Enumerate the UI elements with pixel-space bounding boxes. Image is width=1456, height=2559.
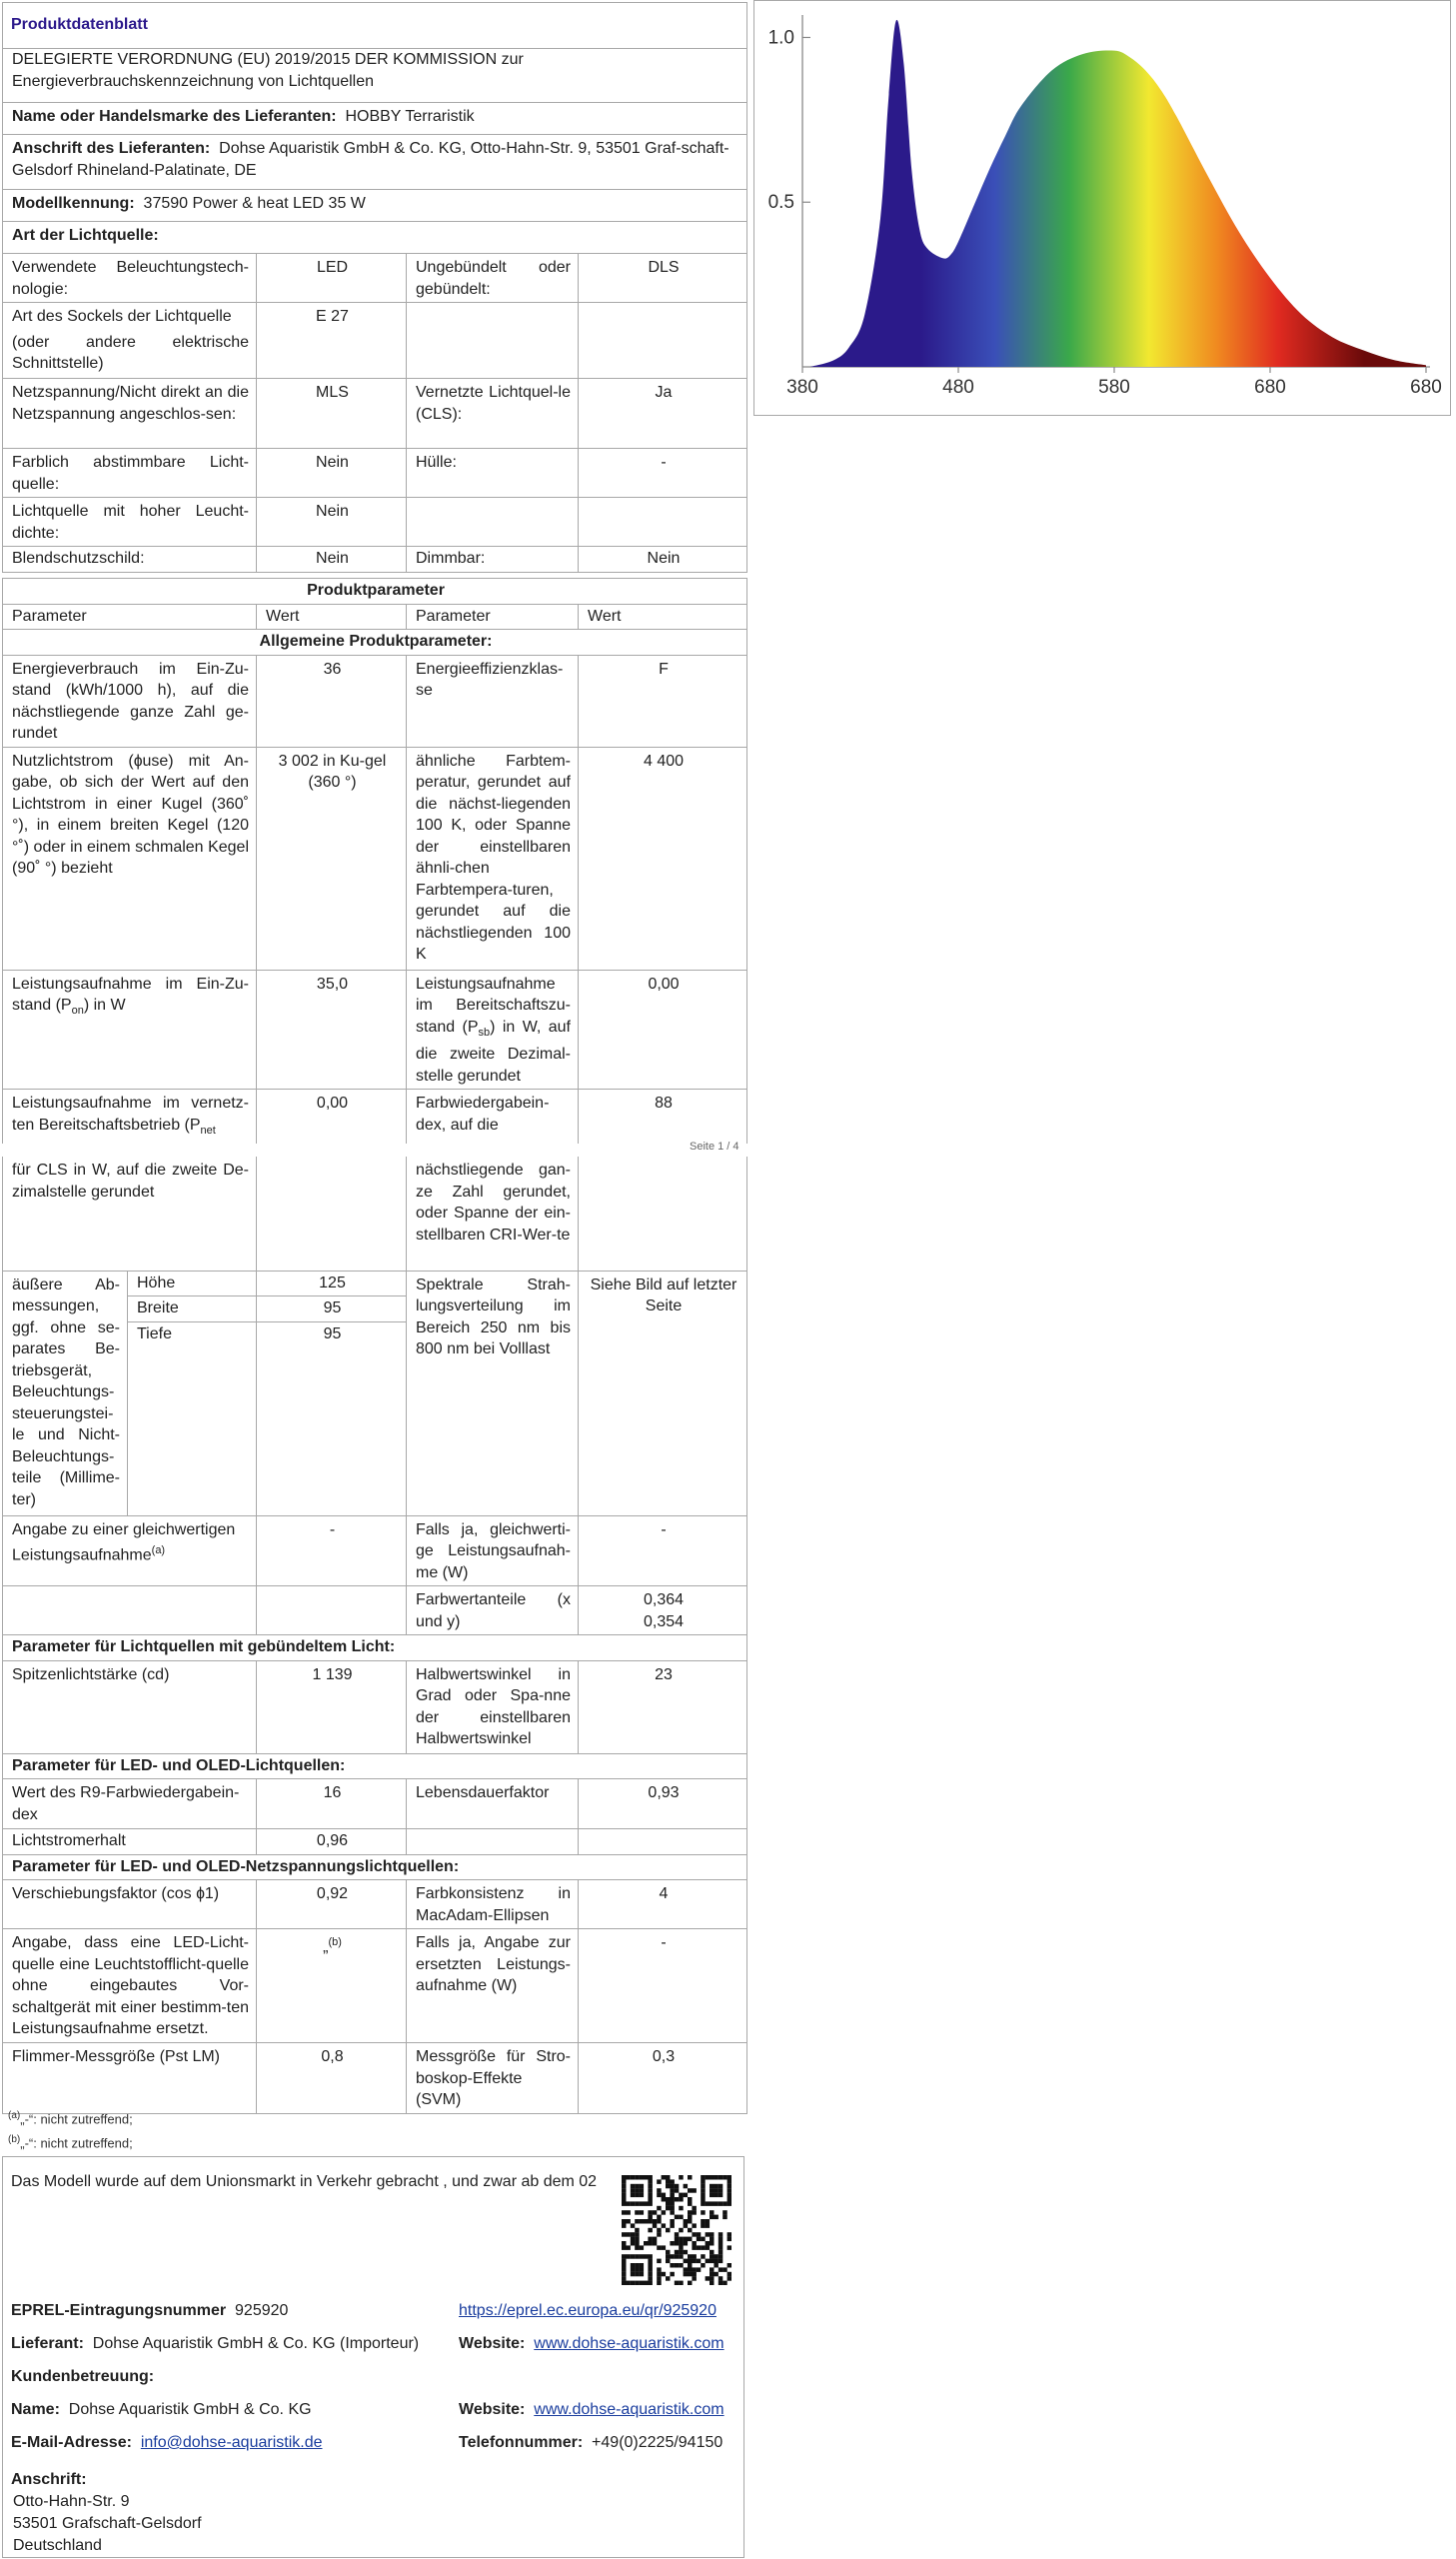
height-label: Höhe <box>128 1271 257 1296</box>
cct-label: ähnliche Farbtem-peratur, gerundet auf die nächst-liegenden 100 K, oder Spanne der einstellbaren ähnli-chen Farbtempera-turen, gerundet auf die nächstliegenden 100 K <box>407 747 579 970</box>
dimmable-value: Nein <box>579 547 747 573</box>
strobo-value: 0,3 <box>579 2043 747 2114</box>
supplier-row: Lieferant: Dohse Aquaristik GmbH & Co. KG (Importeur) <box>11 2335 420 2352</box>
envelope-label: Hülle: <box>407 449 579 498</box>
col-param-header: Parameter <box>407 604 579 630</box>
maint-label: Lichtstromerhalt <box>3 1829 257 1855</box>
equiv2-label: Falls ja, gleichwerti-ge Leistungsaufnah-me (W) <box>407 1515 579 1586</box>
params-table-2 <box>2 1157 747 2114</box>
tech-value: LED <box>257 254 407 303</box>
r9-value: 16 <box>257 1779 407 1829</box>
life-value: 0,93 <box>579 1779 747 1829</box>
tunable-value: Nein <box>257 449 407 498</box>
pnet-value: 0,00 <box>257 1090 407 1145</box>
address-line-1: Otto-Hahn-Str. 9 <box>13 2493 130 2510</box>
mls-section: Parameter für LED- und OLED-Netzspannungslichtquellen: <box>3 1854 747 1880</box>
mains-label: Netzspannung/Nicht direkt an die Netzspannung angeschlos-sen: <box>3 379 257 449</box>
params-section: Produktparameter <box>3 579 747 605</box>
header-table <box>2 2 747 573</box>
width-value: 95 <box>257 1296 407 1322</box>
x-tick-label: 680 <box>1410 377 1442 398</box>
glare-value: Nein <box>257 547 407 573</box>
strobo-label: Messgröße für Stro-boskop-Effekte (SVM) <box>407 2043 579 2114</box>
phone-row: Telefonnummer: +49(0)2225/94150 <box>459 2434 724 2451</box>
flicker-value: 0,8 <box>257 2043 407 2114</box>
market-text: Das Modell wurde auf dem Unionsmarkt in Verkehr gebracht , und zwar ab dem 02 <box>11 2173 598 2190</box>
qr-code-icon[interactable] <box>622 2175 731 2285</box>
dls-section: Parameter für Lichtquellen mit gebündeltem Licht: <box>3 1635 747 1661</box>
y-tick-label: 1.0 <box>767 27 794 49</box>
height-value: 125 <box>257 1271 407 1296</box>
empty-cell <box>257 1157 407 1271</box>
y-tick-label: 0.5 <box>767 192 794 214</box>
empty-cell <box>579 303 747 379</box>
socket-value: E 27 <box>257 303 407 379</box>
empty-cell <box>257 1586 407 1635</box>
supplier-name-row: Name oder Handelsmarke des Lieferanten: HOBBY Terraristik <box>3 103 747 135</box>
flux-value: 3 002 in Ku-gel (360 °) <box>257 747 407 970</box>
energy-label: Energieverbrauch im Ein-Zu-stand (kWh/1000 h), auf die nächstliegende ganze Zahl ge-rundet <box>3 655 257 747</box>
footer-box <box>2 2156 744 2558</box>
macadam-label: Farbkonsistenz in MacAdam-Ellipsen <box>407 1880 579 1929</box>
empty-cell <box>579 1829 747 1855</box>
regulation-text: DELEGIERTE VERORDNUNG (EU) 2019/2015 DER KOMMISSION zur Energieverbrauchskennzeichnung von Lichtquellen <box>3 49 747 103</box>
energy-value: 36 <box>257 655 407 747</box>
pon-value: 35,0 <box>257 970 407 1090</box>
model-row: Modellkennung: 37590 Power & heat LED 35 W <box>3 190 747 222</box>
spectrum-svg <box>754 1 1452 417</box>
maint-value: 0,96 <box>257 1829 407 1855</box>
highlum-label: Lichtquelle mit hoher Leucht-dichte: <box>3 498 257 547</box>
envelope-value: - <box>579 449 747 498</box>
website-row: Website: www.dohse-aquaristik.com <box>459 2335 725 2352</box>
email-row: E-Mail-Adresse: info@dohse-aquaristik.de <box>11 2434 323 2451</box>
depth-label: Tiefe <box>128 1321 257 1515</box>
peak-label: Spitzenlichtstärke (cd) <box>3 1660 257 1753</box>
r9-label: Wert des R9-Farbwiedergabein-dex <box>3 1779 257 1829</box>
cosphi-value: 0,92 <box>257 1880 407 1929</box>
replace-label: Angabe, dass eine LED-Licht-quelle eine Leuchtstofflicht-quelle ohne eingebautes Vor-schaltgerät mit einer bestimm-ten Leistungsaufnahme ersetzt. <box>3 1929 257 2043</box>
life-label: Lebensdauerfaktor <box>407 1779 579 1829</box>
macadam-value: 4 <box>579 1880 747 1929</box>
x-tick-label: 680 <box>1254 377 1286 398</box>
cri-label: Farbwiedergabein-dex, auf die <box>407 1090 579 1145</box>
led-section: Parameter für LED- und OLED-Lichtquellen: <box>3 1753 747 1779</box>
tech-label: Verwendete Beleuchtungstech-nologie: <box>3 254 257 303</box>
page-marker: Seite 1 / 4 <box>690 1141 739 1153</box>
highlum-value: Nein <box>257 498 407 547</box>
pnet-label-cont: für CLS in W, auf die zweite De-zimalstelle gerundet <box>3 1157 257 1271</box>
empty-cell <box>407 303 579 379</box>
dims-label: äußere Ab-messungen, ggf. ohne se-parates Be-triebsgerät, Beleuchtungs-steuerungstei-le und Nicht-Beleuchtungs-teile (Millime-ter) <box>3 1271 128 1515</box>
empty-cell <box>407 498 579 547</box>
spd-value: Siehe Bild auf letzter Seite <box>579 1271 747 1515</box>
beam-label: Halbwertswinkel in Grad oder Spa-nne der einstellbaren Halbwertswinkel <box>407 1660 579 1753</box>
col-value-header: Wert <box>579 604 747 630</box>
email-link[interactable]: info@dohse-aquaristik.de <box>140 2434 323 2451</box>
cri-label-cont: nächstliegende gan-ze Zahl gerundet, oder Spanne der ein-stellbaren CRI-Wer-te <box>407 1157 579 1271</box>
replace2-label: Falls ja, Angabe zur ersetzten Leistungs-aufnahme (W) <box>407 1929 579 2043</box>
footnote-a: $^{(a)}$„-“: nicht zutreffend; <box>8 2110 133 2127</box>
depth-value: 95 <box>257 1321 407 1515</box>
spectrum-chart <box>753 0 1451 416</box>
eeclass-value: F <box>579 655 747 747</box>
width-label: Breite <box>128 1296 257 1322</box>
x-tick-label: 480 <box>942 377 974 398</box>
eprel-link[interactable]: https://eprel.ec.europa.eu/qr/925920 <box>459 2302 717 2319</box>
x-tick-label: 580 <box>1098 377 1130 398</box>
params-table-1 <box>2 578 747 1144</box>
equiv-value: - <box>257 1515 407 1586</box>
address-line-2: 53501 Grafschaft-Gelsdorf <box>13 2515 202 2532</box>
flicker-label: Flimmer-Messgröße (Pst LM) <box>3 2043 257 2114</box>
empty-cell <box>3 1586 257 1635</box>
cls-label: Vernetzte Lichtquel-le (CLS): <box>407 379 579 449</box>
bundled-value: DLS <box>579 254 747 303</box>
website2-row: Website: www.dohse-aquaristik.com <box>459 2401 725 2418</box>
address-heading: Anschrift: <box>11 2471 87 2488</box>
eprel-row: EPREL-Eintragungsnummer 925920 <box>11 2302 289 2319</box>
pon-label: Leistungsaufnahme im Ein-Zu-stand $(P_{on})$ in W <box>3 970 257 1090</box>
chroma-value: 0,364 0,354 <box>579 1586 747 1635</box>
col-param-header: Parameter <box>3 604 257 630</box>
dimmable-label: Dimmbar: <box>407 547 579 573</box>
supplier-address-row: Anschrift des Lieferanten: Dohse Aquaristik GmbH & Co. KG, Otto-Hahn-Str. 9, 53501 Graf-schaft-Gelsdorf Rhineland-Palatinate, DE <box>3 135 747 190</box>
cls-value: Ja <box>579 379 747 449</box>
bundled-label: Ungebündelt oder gebündelt: <box>407 254 579 303</box>
tunable-label: Farblich abstimmbare Licht-quelle: <box>3 449 257 498</box>
spd-label: Spektrale Strah-lungsverteilung im Bereich 250 nm bis 800 nm bei Volllast <box>407 1271 579 1515</box>
peak-value: 1 139 <box>257 1660 407 1753</box>
psb-label: Leistungsaufnahme im Bereitschaftszu-stand $(P_{sb})$ in W, auf die zweite Dezimal-stelle gerundet <box>407 970 579 1090</box>
flux-label: Nutzlichtstrom (ɸuse) mit An-gabe, ob sich der Wert auf den Lichtstrom in einer Kugel (360˚ °), in einem breiten Kegel (120 °˚) oder in einem schmalen Kegel (90˚ °) bezieht <box>3 747 257 970</box>
chroma-label: Farbwertanteile (x und y) <box>407 1586 579 1635</box>
light-source-section: Art der Lichtquelle: <box>3 222 747 254</box>
col-value-header: Wert <box>257 604 407 630</box>
page-title: Produktdatenblatt <box>3 3 747 49</box>
replace-value: „$^{(b)}$ <box>257 1929 407 2043</box>
empty-cell <box>579 1157 747 1271</box>
equiv2-value: - <box>579 1515 747 1586</box>
pnet-label: Leistungsaufnahme im vernetz-ten Bereitschaftsbetrieb ($P_{net}$ <box>3 1090 257 1145</box>
spectrum-area <box>810 20 1426 367</box>
replace2-value: - <box>579 1929 747 2043</box>
footnote-b: $^{(b)}$„-“: nicht zutreffend; <box>8 2134 133 2151</box>
beam-value: 23 <box>579 1660 747 1753</box>
eeclass-label: Energieeffizienzklas-se <box>407 655 579 747</box>
website-link[interactable]: www.dohse-aquaristik.com <box>534 2335 725 2352</box>
equiv-label: Angabe zu einer gleichwertigen Leistungsaufnahme$^{(a)}$ <box>3 1515 257 1586</box>
care-heading: Kundenbetreuung: <box>11 2368 155 2385</box>
cosphi-label: Verschiebungsfaktor (cos ɸ1) <box>3 1880 257 1929</box>
psb-value: 0,00 <box>579 970 747 1090</box>
socket-label: Art des Sockels der Lichtquelle (oder andere elektrische Schnittstelle) <box>3 303 257 379</box>
cct-value: 4 400 <box>579 747 747 970</box>
mains-value: MLS <box>257 379 407 449</box>
address-line-3: Deutschland <box>13 2537 102 2554</box>
glare-label: Blendschutzschild: <box>3 547 257 573</box>
cri-value: 88 <box>579 1090 747 1145</box>
empty-cell <box>579 498 747 547</box>
website2-link[interactable]: www.dohse-aquaristik.com <box>534 2401 725 2418</box>
care-name-row: Name: Dohse Aquaristik GmbH & Co. KG <box>11 2401 312 2418</box>
general-params-section: Allgemeine Produktparameter: <box>3 630 747 656</box>
empty-cell <box>407 1829 579 1855</box>
x-tick-label: 380 <box>786 377 818 398</box>
